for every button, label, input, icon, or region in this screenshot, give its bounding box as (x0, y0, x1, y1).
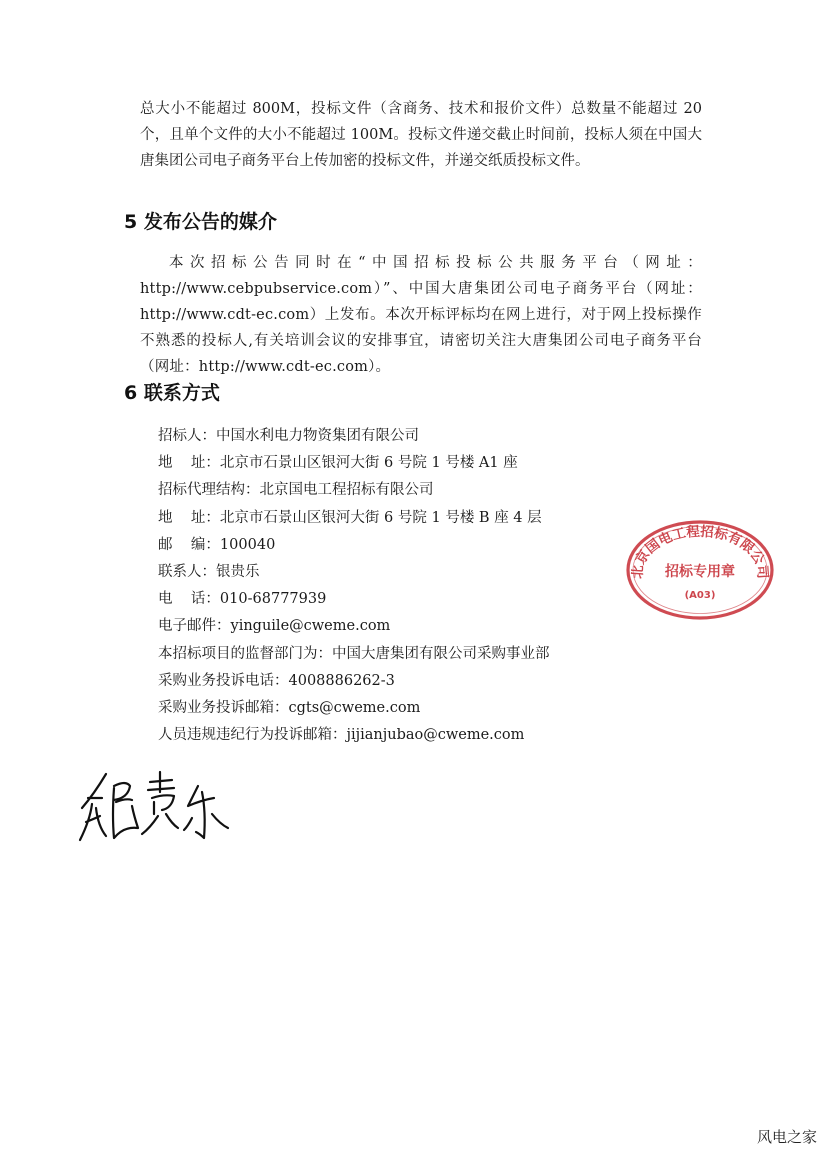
contact-line-supervisor: 本招标项目的监督部门为：中国大唐集团有限公司采购事业部 (158, 645, 550, 662)
site-watermark: 风电之家 (756, 1128, 817, 1146)
contact-line-email[interactable]: 电子邮件：yinguile@cweme.com (158, 618, 391, 635)
handwritten-signature (74, 768, 234, 848)
contact-line-complaint-phone: 采购业务投诉电话：4008886262-3 (158, 672, 395, 689)
contact-list (158, 423, 550, 749)
section-heading-contact: 6 联系方式 (124, 382, 220, 404)
contact-line-agency: 招标代理结构：北京国电工程招标有限公司 (158, 482, 434, 499)
contact-line-complaint-email[interactable]: 采购业务投诉邮箱：cgts@cweme.com (158, 699, 421, 716)
contact-line-tenderer: 招标人：中国水利电力物资集团有限公司 (158, 428, 419, 444)
contact-line-address: 地 址：北京市石景山区银河大街 6 号院 1 号楼 A1 座 (158, 455, 518, 472)
section-heading-media: 5 发布公告的媒介 (124, 211, 277, 233)
contact-line-agency-address: 地 址：北京市石景山区银河大街 6 号院 1 号楼 B 座 4 层 (158, 509, 542, 526)
seal-code-text: (A03) (684, 590, 716, 601)
contact-line-violation-email[interactable]: 人员违规违纪行为投诉邮箱：jijianjubao@cweme.com (158, 727, 525, 744)
seal-org-text: 北京国电工程招标有限公司 (629, 523, 771, 580)
intro-paragraph: 总大小不能超过 800M，投标文件（含商务、技术和报价文件）总数量不能超过 20 个，且单个文件的大小不能超过 100M。投标文件递交截止时间前，投标人须在中国大唐集团公司电子商务平台上传加密的投标文件，并递交纸质投标文件。 (140, 101, 702, 169)
contact-line-phone: 电 话：010-68777939 (158, 591, 327, 608)
media-paragraph: 本次招标公告同时在“中国招标投标公共服务平台（网址：http://www.cebpubservice.com）”、中国大唐集团公司电子商务平台（网址：http://www.cdt-ec.com）上发布。本次开标评标均在网上进行，对于网上投标操作不熟悉的投标人,有关培训会议的安排事宜，请密切关注大唐集团公司电子商务平台（网址：http://www.cdt-ec.com）。 (140, 255, 702, 375)
official-seal-stamp (624, 518, 776, 622)
contact-line-postcode: 邮 编：100040 (158, 536, 276, 553)
seal-center-text: 招标专用章 (665, 564, 735, 580)
contact-line-contact-person: 联系人：银贵乐 (158, 563, 260, 580)
